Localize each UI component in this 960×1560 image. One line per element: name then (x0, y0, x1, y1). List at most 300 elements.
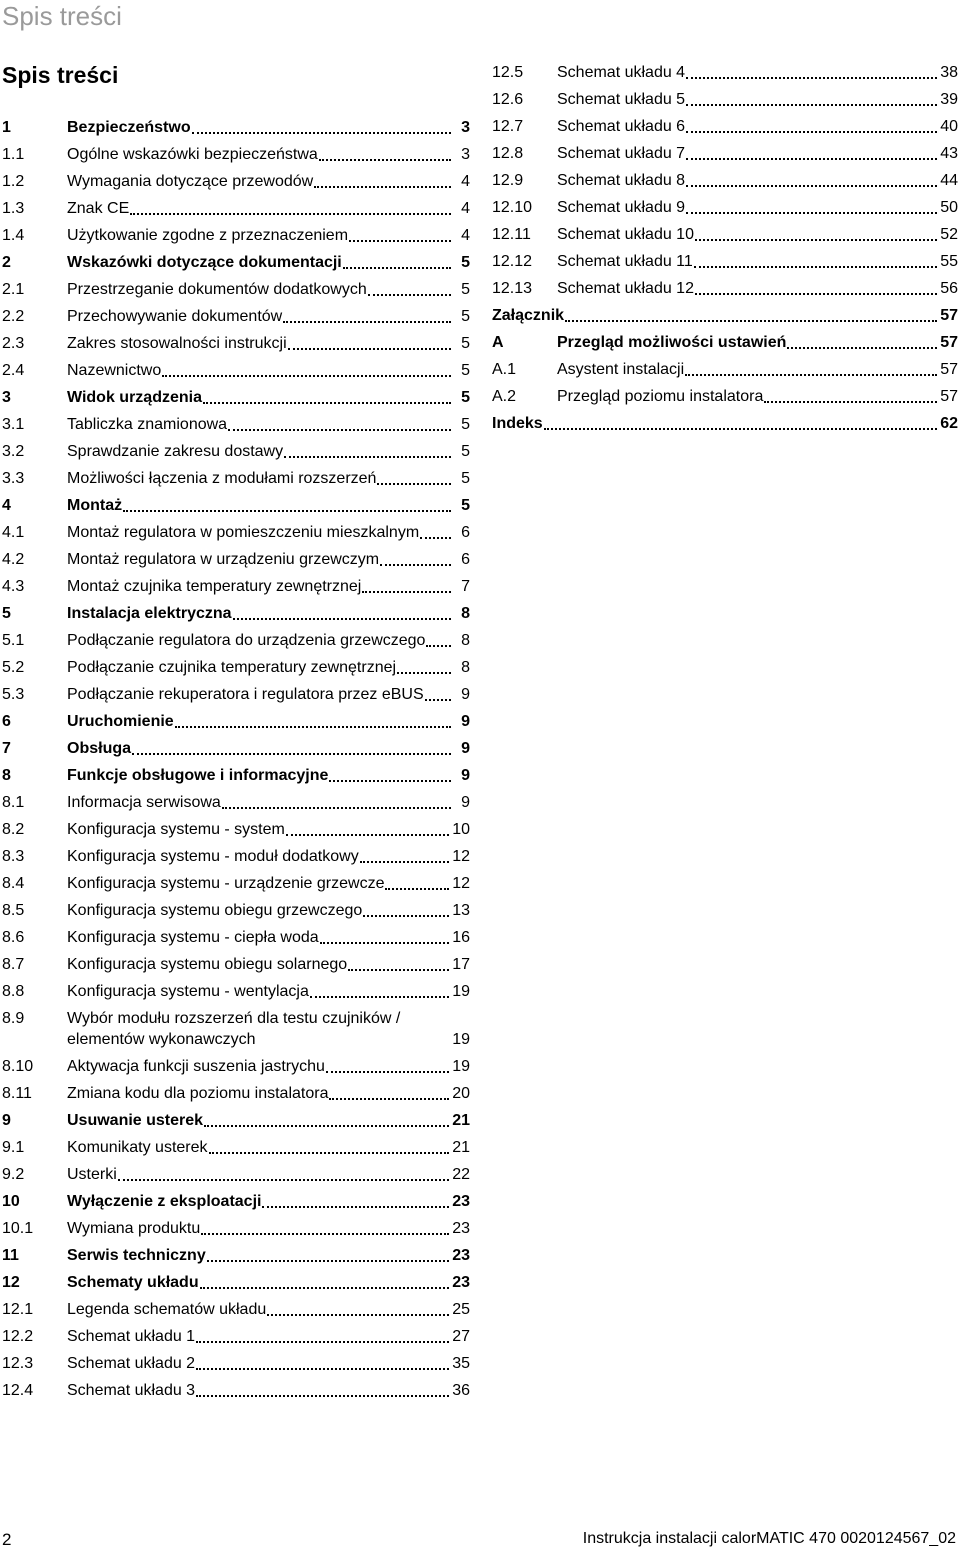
toc-entry[interactable] (2, 1008, 470, 1050)
toc-entry-title: Informacja serwisowa (67, 794, 221, 811)
toc-dot-leader (310, 982, 449, 998)
toc-entry-title: Schemat układu 8 (557, 172, 686, 189)
toc-left-column (2, 117, 470, 1407)
toc-entry[interactable] (2, 468, 470, 489)
toc-entry-number: 7 (2, 740, 11, 757)
toc-dot-leader (284, 442, 451, 458)
toc-dot-leader (787, 333, 937, 349)
toc-entry-text (67, 414, 470, 435)
toc-entry[interactable] (2, 1272, 470, 1293)
toc-entry-text (67, 792, 470, 813)
toc-dot-leader (175, 712, 451, 728)
toc-entry-page: 3 (461, 146, 470, 163)
toc-dot-leader (118, 1165, 449, 1181)
toc-entry-title: Konfiguracja systemu obiegu grzewczego (67, 902, 363, 919)
toc-entry-number: 3 (2, 389, 11, 406)
toc-entry-page: 4 (461, 227, 470, 244)
toc-dot-leader (363, 901, 449, 917)
toc-entry-page: 12 (452, 848, 470, 865)
toc-entry[interactable] (492, 62, 958, 83)
toc-entry-page: 8 (461, 659, 470, 676)
toc-entry[interactable] (492, 359, 958, 380)
toc-entry-page: 55 (940, 253, 958, 270)
toc-entry-text (557, 332, 958, 353)
toc-entry-number: 5 (2, 605, 11, 622)
toc-entry[interactable] (2, 117, 470, 138)
toc-dot-leader (349, 226, 451, 242)
toc-dot-leader (686, 117, 937, 133)
toc-dot-leader (695, 225, 937, 241)
toc-entry-page: 5 (461, 254, 470, 271)
toc-dot-leader (283, 307, 451, 323)
toc-entry-text (557, 170, 958, 191)
toc-entry-title: Schemat układu 7 (557, 145, 686, 162)
toc-entry[interactable] (2, 819, 470, 840)
toc-entry-title: Obsługa (67, 740, 132, 757)
toc-entry-number: 10 (2, 1193, 20, 1210)
toc-entry-page: 5 (461, 335, 470, 352)
toc-entry-page: 19 (452, 1031, 470, 1048)
toc-entry-title: Aktywacja funkcji suszenia jastrychu (67, 1058, 325, 1075)
toc-entry[interactable] (2, 1164, 470, 1185)
toc-entry-number: 12 (2, 1274, 20, 1291)
toc-entry-text (67, 144, 470, 165)
toc-dot-leader (380, 550, 451, 566)
toc-entry[interactable] (2, 873, 470, 894)
toc-entry-number: 12.12 (492, 253, 533, 270)
toc-entry-number: 9.1 (2, 1139, 25, 1156)
toc-entry[interactable] (2, 387, 470, 408)
toc-entry-title: Schemat układu 6 (557, 118, 686, 135)
toc-entry[interactable] (2, 1326, 470, 1347)
toc-entry-text (67, 846, 470, 867)
toc-entry-text (492, 413, 958, 434)
toc-entry[interactable] (2, 1191, 470, 1212)
toc-entry-number: 3.2 (2, 443, 25, 460)
toc-entry-title: Schematy układu (67, 1274, 199, 1291)
toc-entry-page: 43 (940, 145, 958, 162)
toc-entry[interactable] (2, 1137, 470, 1158)
toc-dot-leader (123, 496, 451, 512)
toc-entry-text (67, 630, 470, 651)
toc-entry-text (67, 1218, 470, 1239)
toc-entry-number: 8.5 (2, 902, 25, 919)
toc-dot-leader (192, 118, 451, 134)
toc-dot-leader (209, 1138, 450, 1154)
toc-entry-number: 1.1 (2, 146, 25, 163)
toc-entry-text (492, 305, 958, 326)
toc-entry-text (67, 1272, 470, 1293)
toc-entry-text (67, 1191, 470, 1212)
toc-entry-number: 1 (2, 119, 11, 136)
toc-entry-number: 2 (2, 254, 11, 271)
toc-entry[interactable] (492, 305, 958, 326)
toc-entry-text (67, 711, 470, 732)
toc-entry[interactable] (2, 738, 470, 759)
toc-entry-text (557, 62, 958, 83)
toc-entry-title: Możliwości łączenia z modułami rozszerzeń (67, 470, 377, 487)
toc-entry-title: Montaż regulatora w pomieszczeniu mieszkalnym (67, 524, 420, 541)
toc-dot-leader (425, 685, 451, 701)
toc-entry-page: 9 (461, 740, 470, 757)
toc-dot-leader (343, 253, 451, 269)
toc-entry-page: 52 (940, 226, 958, 243)
toc-entry[interactable] (2, 711, 470, 732)
toc-entry-title: Tabliczka znamionowa (67, 416, 228, 433)
toc-entry[interactable] (2, 414, 470, 435)
toc-entry-page: 5 (461, 308, 470, 325)
toc-entry[interactable] (2, 1353, 470, 1374)
toc-entry-title: Przegląd poziomu instalatora (557, 388, 764, 405)
toc-entry-text (67, 1137, 470, 1158)
toc-entry-number: 12.1 (2, 1301, 34, 1318)
toc-entry-text (67, 279, 470, 300)
toc-entry-text (67, 225, 470, 246)
toc-entry-text (67, 333, 470, 354)
toc-entry[interactable] (492, 413, 958, 434)
toc-entry-number: 12.4 (2, 1382, 34, 1399)
toc-entry-text (67, 360, 470, 381)
toc-entry-number: 5.3 (2, 686, 25, 703)
toc-entry-text (67, 765, 470, 786)
toc-entry-title: Podłączanie czujnika temperatury zewnętrznej (67, 659, 397, 676)
toc-entry-text (557, 386, 958, 407)
toc-entry[interactable] (492, 116, 958, 137)
toc-entry-title: Indeks (492, 415, 543, 432)
toc-entry-page: 20 (452, 1085, 470, 1102)
footer-page-number: 2 (2, 1530, 12, 1549)
toc-entry-title: Konfiguracja systemu - ciepła woda (67, 929, 319, 946)
toc-dot-leader (329, 766, 451, 782)
toc-entry-title: Schemat układu 5 (557, 91, 686, 108)
toc-entry[interactable] (2, 279, 470, 300)
toc-entry[interactable] (2, 927, 470, 948)
toc-entry-text (67, 549, 470, 570)
toc-dot-leader (200, 1273, 450, 1289)
toc-entry-number: 1.4 (2, 227, 25, 244)
toc-entry-page: 10 (452, 821, 470, 838)
toc-entry-text (67, 1299, 470, 1320)
toc-entry-text (67, 198, 470, 219)
toc-entry-title: Przegląd możliwości ustawień (557, 334, 787, 351)
toc-dot-leader (377, 469, 451, 485)
toc-dot-leader (196, 1354, 449, 1370)
toc-entry-number: 12.2 (2, 1328, 34, 1345)
toc-entry[interactable] (2, 144, 470, 165)
toc-entry-number: 6 (2, 713, 11, 730)
toc-entry-text (557, 224, 958, 245)
toc-entry-number: 1.3 (2, 200, 25, 217)
toc-entry-number: 12.9 (492, 172, 524, 189)
toc-dot-leader (685, 360, 937, 376)
toc-dot-leader (196, 1327, 449, 1343)
toc-entry-title: Komunikaty usterek (67, 1139, 208, 1156)
toc-dot-leader (695, 279, 937, 295)
toc-dot-leader (544, 414, 938, 430)
toc-dot-leader (204, 1111, 449, 1127)
toc-entry-text (67, 1008, 470, 1050)
toc-entry[interactable] (2, 360, 470, 381)
toc-entry[interactable] (2, 792, 470, 813)
toc-entry-text (557, 359, 958, 380)
toc-entry-title: Podłączanie rekuperatora i regulatora przez eBUS (67, 686, 424, 703)
toc-entry-page: 5 (461, 416, 470, 433)
toc-entry-number: 12.11 (492, 226, 531, 243)
toc-entry-title: Asystent instalacji (557, 361, 685, 378)
toc-entry[interactable] (2, 333, 470, 354)
toc-dot-leader (314, 172, 451, 188)
toc-entry-number: 12.13 (492, 280, 533, 297)
toc-entry-page: 19 (452, 1058, 470, 1075)
toc-dot-leader (686, 90, 937, 106)
toc-entry[interactable] (2, 1380, 470, 1401)
toc-entry-page: 40 (940, 118, 958, 135)
toc-entry-page: 5 (461, 389, 470, 406)
toc-entry-title: Usterki (67, 1166, 117, 1183)
toc-entry-text (67, 252, 470, 273)
toc-entry-title: Wyłączenie z eksploatacji (67, 1193, 262, 1210)
toc-entry-title: Montaż regulatora w urządzeniu grzewczym (67, 551, 380, 568)
toc-entry-number: 12.3 (2, 1355, 34, 1372)
toc-entry-title: Legenda schematów układu (67, 1301, 267, 1318)
toc-entry[interactable] (2, 1056, 470, 1077)
toc-entry-number: 4 (2, 497, 11, 514)
toc-entry-title: Uruchomienie (67, 713, 174, 730)
toc-entry[interactable] (2, 576, 470, 597)
toc-entry-title: Schemat układu 3 (67, 1382, 196, 1399)
toc-entry-text (67, 738, 470, 759)
toc-entry-text (557, 197, 958, 218)
toc-entry-number: 12.10 (492, 199, 533, 216)
toc-entry-page: 13 (452, 902, 470, 919)
toc-entry-page: 3 (461, 119, 470, 136)
toc-entry-page: 7 (461, 578, 470, 595)
toc-entry-title: Schemat układu 11 (557, 253, 693, 270)
toc-entry-title: Znak CE (67, 200, 130, 217)
toc-entry[interactable] (2, 441, 470, 462)
toc-dot-leader (686, 198, 937, 214)
toc-entry-title: Schemat układu 2 (67, 1355, 196, 1372)
toc-entry[interactable] (2, 306, 470, 327)
toc-dot-leader (267, 1300, 449, 1316)
toc-dot-leader (130, 199, 451, 215)
toc-entry[interactable] (492, 170, 958, 191)
toc-entry-text (557, 89, 958, 110)
toc-entry-page: 4 (461, 200, 470, 217)
toc-entry-number: 12.6 (492, 91, 524, 108)
toc-entry[interactable] (2, 900, 470, 921)
toc-entry[interactable] (492, 89, 958, 110)
toc-entry[interactable] (2, 549, 470, 570)
toc-entry-number: 12.7 (492, 118, 524, 135)
toc-entry-title: Schemat układu 12 (557, 280, 694, 297)
toc-dot-leader (320, 928, 450, 944)
toc-dot-leader (385, 874, 449, 890)
toc-entry-number: 8 (2, 767, 11, 784)
toc-entry[interactable] (2, 522, 470, 543)
toc-entry-number: 4.1 (2, 524, 25, 541)
toc-dot-leader (196, 1381, 449, 1397)
toc-dot-leader (207, 1246, 449, 1262)
toc-entry-page: 5 (461, 497, 470, 514)
toc-entry[interactable] (2, 1245, 470, 1266)
toc-dot-leader (286, 820, 449, 836)
toc-entry-number: 3.1 (2, 416, 25, 433)
toc-entry-text (67, 1326, 470, 1347)
toc-entry-number: 4.3 (2, 578, 25, 595)
toc-entry-number: A.2 (492, 388, 517, 405)
toc-dot-leader (329, 1084, 449, 1100)
toc-entry-number: 5.1 (2, 632, 25, 649)
toc-entry-title: Instalacja elektryczna (67, 605, 232, 622)
toc-entry-page: 39 (940, 91, 958, 108)
toc-entry-page: 4 (461, 173, 470, 190)
toc-entry-number: 5.2 (2, 659, 25, 676)
toc-entry-number: 12.8 (492, 145, 524, 162)
toc-entry-text (67, 171, 470, 192)
toc-entry-title: Konfiguracja systemu - system (67, 821, 285, 838)
toc-entry-text (67, 306, 470, 327)
toc-entry[interactable] (2, 495, 470, 516)
toc-entry-text (557, 143, 958, 164)
toc-entry-number: 2.1 (2, 281, 25, 298)
toc-entry-page: 5 (461, 443, 470, 460)
toc-entry-number: 2.3 (2, 335, 25, 352)
toc-entry-number: 2.2 (2, 308, 25, 325)
toc-entry-number: 12.5 (492, 64, 524, 81)
toc-entry-page: 21 (452, 1139, 470, 1156)
toc-dot-leader (233, 604, 451, 620)
toc-entry-number: 8.10 (2, 1058, 34, 1075)
toc-entry[interactable] (2, 846, 470, 867)
toc-entry[interactable] (492, 143, 958, 164)
toc-dot-leader (397, 658, 451, 674)
toc-entry-number: 2.4 (2, 362, 25, 379)
toc-entry[interactable] (2, 981, 470, 1002)
toc-entry-page: 5 (461, 362, 470, 379)
toc-entry-page: 35 (452, 1355, 470, 1372)
toc-entry-number: 8.2 (2, 821, 25, 838)
toc-entry-page: 6 (461, 551, 470, 568)
toc-entry[interactable] (2, 630, 470, 651)
toc-entry-number: 8.3 (2, 848, 25, 865)
toc-entry[interactable] (492, 224, 958, 245)
toc-entry-text (67, 819, 470, 840)
toc-entry[interactable] (2, 198, 470, 219)
toc-entry[interactable] (2, 225, 470, 246)
toc-entry[interactable] (2, 954, 470, 975)
toc-entry-text (67, 954, 470, 975)
toc-entry-number: 8.8 (2, 983, 25, 1000)
toc-entry-title: Przechowywanie dokumentów (67, 308, 283, 325)
toc-entry-text (67, 1245, 470, 1266)
toc-entry-number: 8.9 (2, 1010, 25, 1027)
toc-entry[interactable] (492, 332, 958, 353)
toc-entry-text (67, 387, 470, 408)
footer-document-title: Instrukcja instalacji calorMATIC 470 0020124567_02 (582, 1530, 956, 1547)
toc-entry-title: Usuwanie usterek (67, 1112, 204, 1129)
toc-entry-title: Funkcje obsługowe i informacyjne (67, 767, 329, 784)
toc-entry-title: Wskazówki dotyczące dokumentacji (67, 254, 342, 271)
toc-entry[interactable] (2, 657, 470, 678)
toc-entry[interactable] (492, 197, 958, 218)
toc-entry-page: 38 (940, 64, 958, 81)
toc-entry-number: 10.1 (2, 1220, 34, 1237)
toc-entry-title: Schemat układu 4 (557, 64, 686, 81)
toc-dot-leader (228, 415, 451, 431)
toc-entry-page: 9 (461, 713, 470, 730)
toc-entry[interactable] (2, 252, 470, 273)
toc-entry[interactable] (2, 1218, 470, 1239)
toc-entry[interactable] (2, 1083, 470, 1104)
toc-dot-leader (132, 739, 451, 755)
toc-entry-number: 11 (2, 1247, 19, 1264)
toc-entry-page: 5 (461, 281, 470, 298)
toc-entry-text (67, 684, 470, 705)
toc-dot-leader (426, 631, 451, 647)
toc-entry-page: 21 (452, 1112, 470, 1129)
toc-entry-title: Konfiguracja systemu - urządzenie grzewcze (67, 875, 385, 892)
toc-entry[interactable] (492, 278, 958, 299)
page-title: Spis treści (2, 62, 119, 88)
toc-entry[interactable] (2, 171, 470, 192)
toc-entry-title: Użytkowanie zgodne z przeznaczeniem (67, 227, 349, 244)
toc-entry[interactable] (492, 386, 958, 407)
toc-entry[interactable] (2, 1299, 470, 1320)
toc-entry-page: 22 (452, 1166, 470, 1183)
toc-entry-page: 50 (940, 199, 958, 216)
toc-entry-number: A.1 (492, 361, 517, 378)
toc-entry-page: 8 (461, 605, 470, 622)
toc-entry-text (67, 927, 470, 948)
toc-entry-page: 57 (940, 361, 958, 378)
toc-entry-number: 8.11 (2, 1085, 32, 1102)
toc-entry-number: 9.2 (2, 1166, 25, 1183)
toc-entry-text (557, 251, 958, 272)
toc-entry-text (67, 981, 470, 1002)
toc-entry-number: 1.2 (2, 173, 25, 190)
toc-entry-title: Wymagania dotyczące przewodów (67, 173, 314, 190)
toc-dot-leader (222, 793, 451, 809)
toc-entry-page: 23 (452, 1193, 470, 1210)
toc-entry-text (67, 1380, 470, 1401)
toc-entry-title: Montaż czujnika temperatury zewnętrznej (67, 578, 362, 595)
toc-entry[interactable] (492, 251, 958, 272)
toc-entry[interactable] (2, 603, 470, 624)
toc-entry-text (67, 873, 470, 894)
toc-entry-title: Konfiguracja systemu - moduł dodatkowy (67, 848, 359, 865)
toc-entry[interactable] (2, 765, 470, 786)
toc-entry[interactable] (2, 1110, 470, 1131)
toc-entry-title: Schemat układu 1 (67, 1328, 196, 1345)
toc-dot-leader (348, 955, 449, 971)
toc-entry-page: 6 (461, 524, 470, 541)
toc-entry-text (67, 495, 470, 516)
toc-dot-leader (203, 388, 451, 404)
toc-entry-text (67, 117, 470, 138)
toc-entry-title: Bezpieczeństwo (67, 119, 191, 136)
toc-entry-text (67, 1083, 470, 1104)
toc-entry-title: Wybór modułu rozszerzeń dla testu czujników / elementów wykonawczych (67, 1010, 401, 1048)
toc-entry-number: 9 (2, 1112, 11, 1129)
toc-entry-title: Nazewnictwo (67, 362, 162, 379)
toc-entry-text (67, 522, 470, 543)
toc-dot-leader (288, 334, 451, 350)
toc-entry-page: 9 (461, 767, 470, 784)
toc-entry-page: 9 (461, 686, 470, 703)
toc-entry[interactable] (2, 684, 470, 705)
toc-entry-text (67, 1056, 470, 1077)
